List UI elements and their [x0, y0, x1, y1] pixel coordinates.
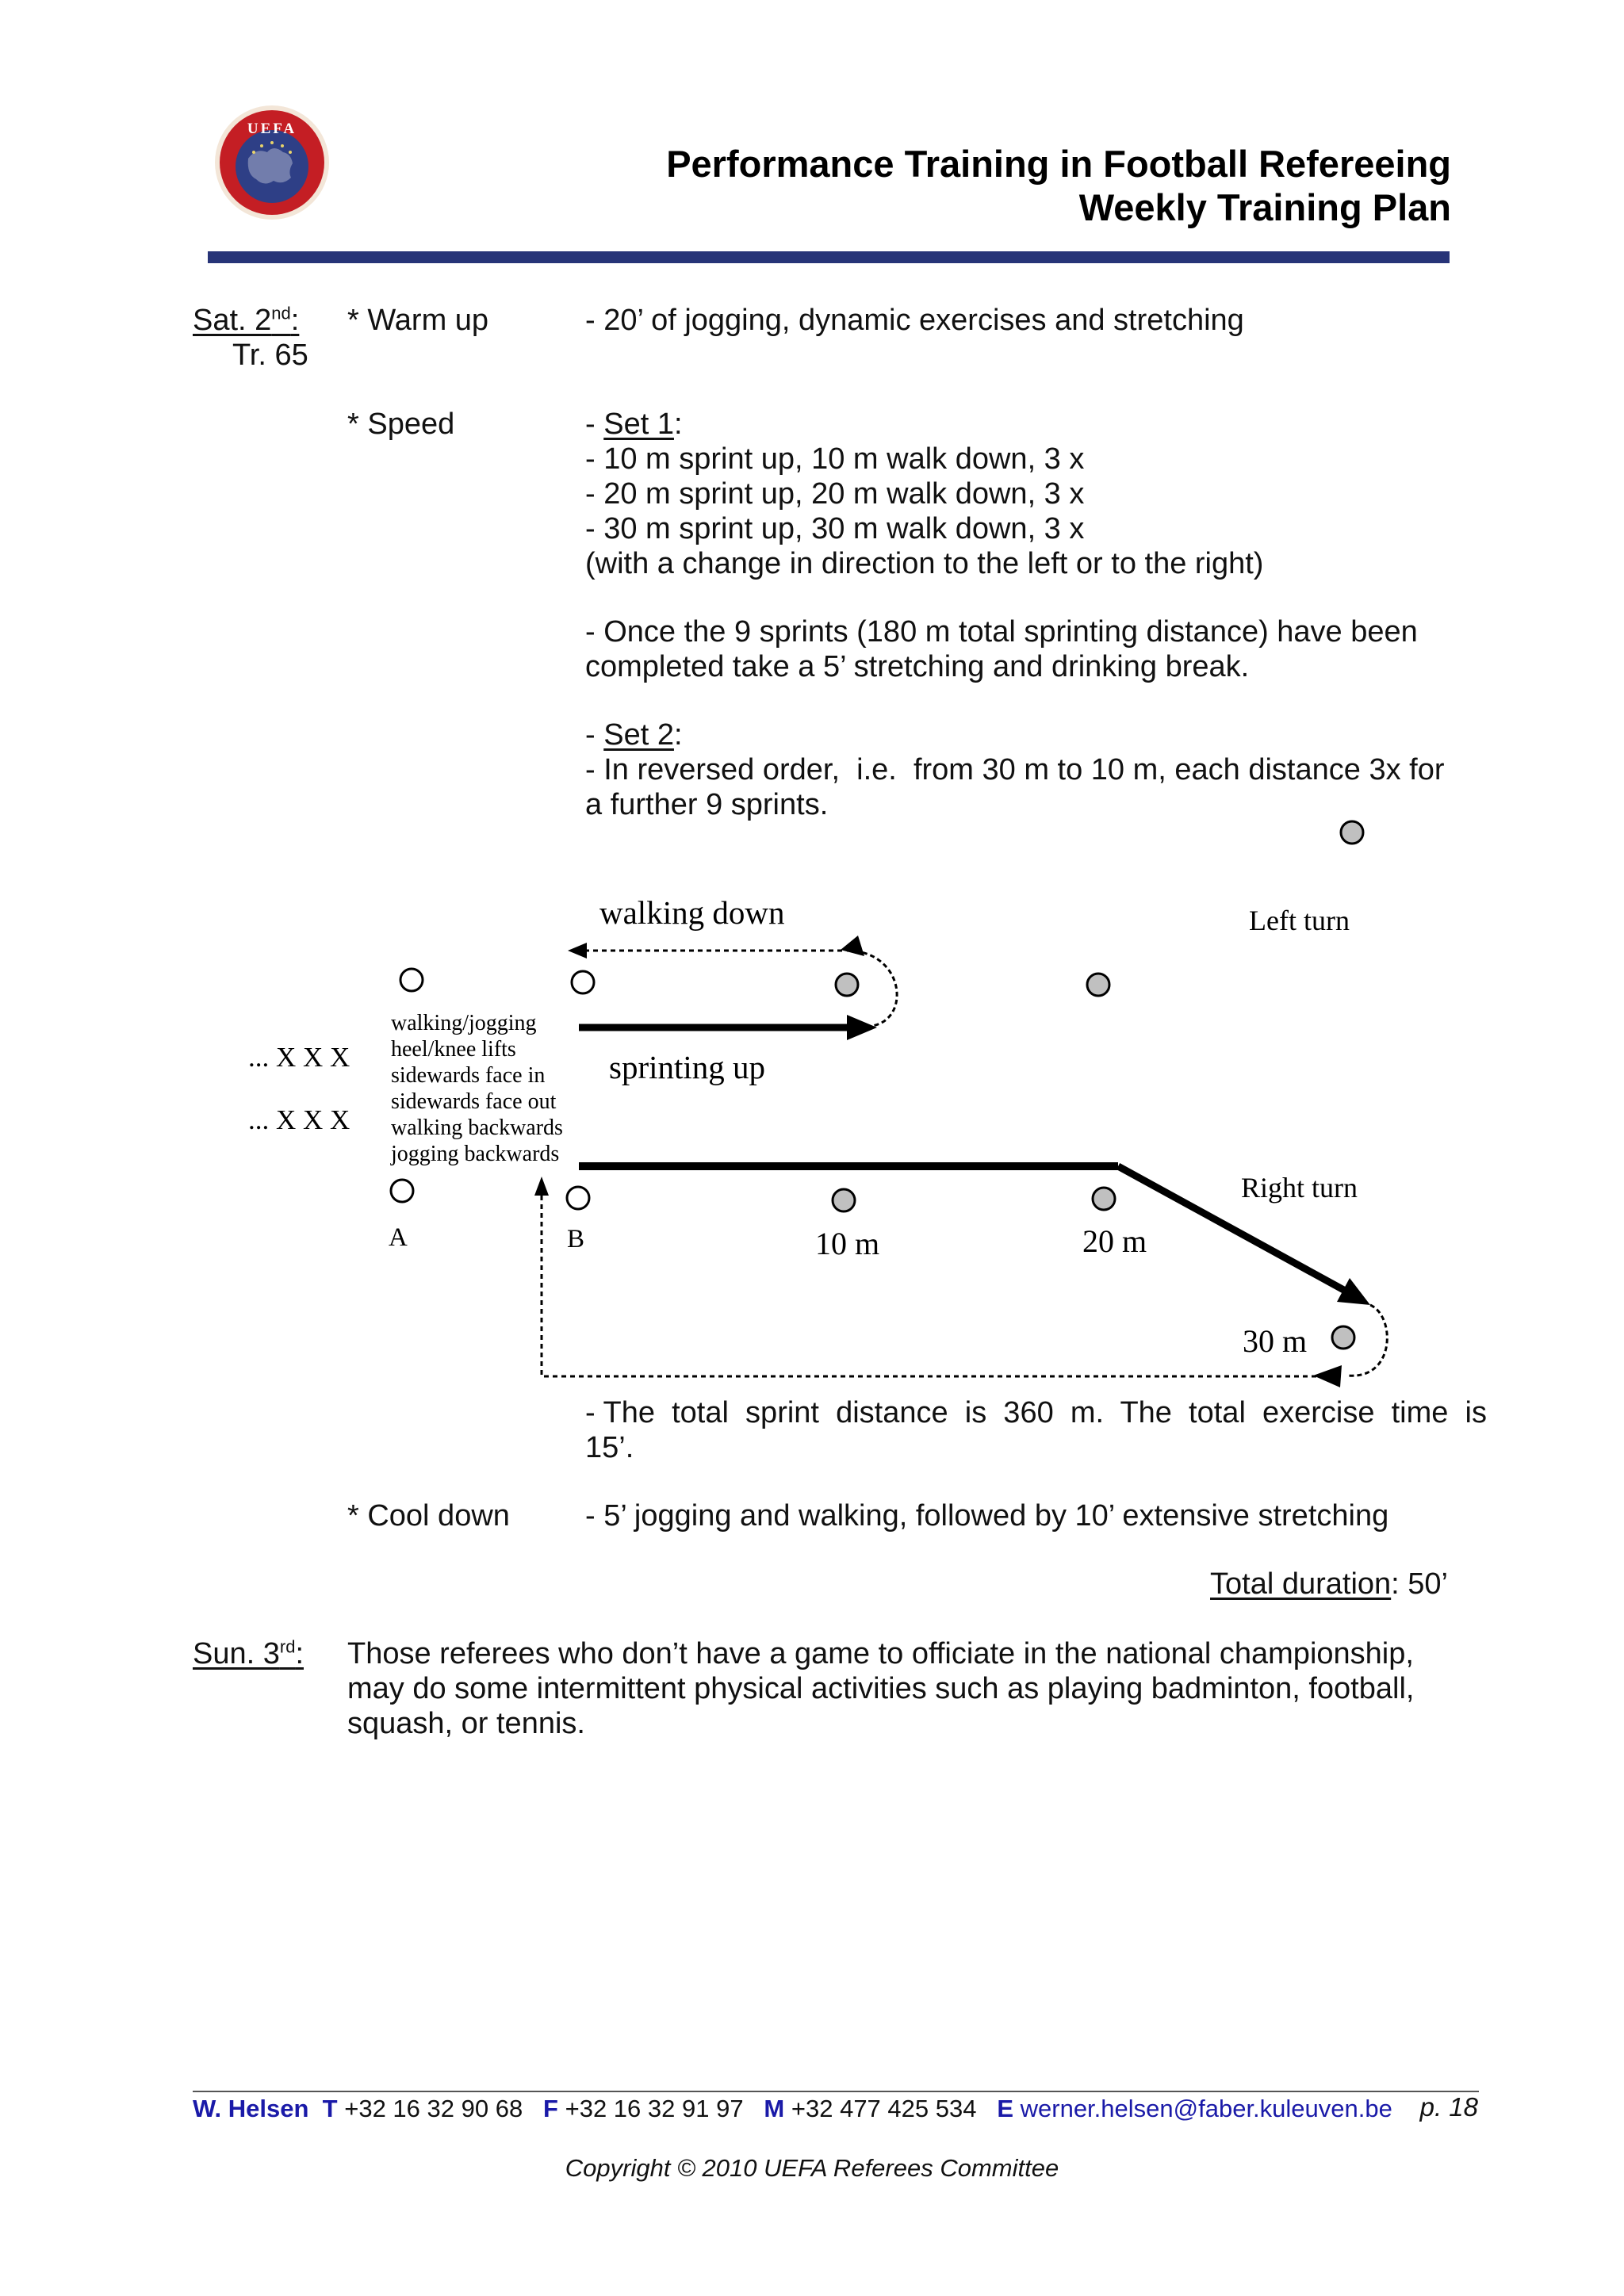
break-line-2: completed take a 5’ stretching and drinking break.: [585, 650, 1250, 683]
cone-top-20m: [1087, 974, 1109, 996]
set1-line-2: - 20 m sprint up, 20 m walk down, 3 x: [585, 477, 1085, 511]
set2-heading: - Set 2:: [585, 718, 683, 752]
total-distance-line-1: - The total sprint distance is 360 m. The total exercise time is: [585, 1396, 1487, 1429]
total-distance-line-2: 15’.: [585, 1431, 634, 1464]
label-20m: 20 m: [1082, 1223, 1147, 1259]
xxx-row-1: ... X X X: [248, 1042, 350, 1073]
activity-1: walking/jogging: [391, 1011, 537, 1035]
footer-mobile: +32 477 425 534: [791, 2095, 977, 2122]
activity-6: jogging backwards: [391, 1142, 560, 1166]
footer-phone: +32 16 32 90 68: [344, 2095, 523, 2122]
sat-session-number: Tr. 65: [232, 339, 308, 372]
return-path: [542, 1193, 1316, 1376]
set1-heading: - Set 1:: [585, 408, 683, 441]
cone-start-top-b: [572, 971, 594, 993]
activity-5: walking backwards: [391, 1115, 563, 1140]
page-number: p. 18: [1419, 2092, 1478, 2122]
footer-fax: +32 16 32 91 97: [565, 2095, 744, 2122]
walking-down-label: walking down: [599, 894, 785, 931]
activity-2: heel/knee lifts: [391, 1037, 516, 1062]
cone-10m: [833, 1189, 855, 1211]
set2-line-2: a further 9 sprints.: [585, 788, 829, 821]
warmup-label: * Warm up: [347, 304, 489, 337]
activity-4: sidewards face out: [391, 1089, 557, 1114]
footer-rule: [193, 2091, 1479, 2092]
cone-b: [567, 1187, 589, 1209]
right-turn-label: Right turn: [1241, 1172, 1358, 1203]
sun-text-line-3: squash, or tennis.: [347, 1707, 585, 1740]
break-line-1: - Once the 9 sprints (180 m total sprinting distance) have been: [585, 615, 1418, 649]
sun-day-label: Sun. 3rd:: [193, 1636, 304, 1670]
label-10m: 10 m: [815, 1226, 880, 1261]
label-b: B: [567, 1225, 585, 1253]
cone-30m: [1332, 1326, 1354, 1349]
set2-line-1: - In reversed order, i.e. from 30 m to 10 m, each distance 3x for: [585, 753, 1445, 786]
cooldown-label: * Cool down: [347, 1499, 510, 1533]
label-30m: 30 m: [1243, 1323, 1308, 1359]
footer-contact: W. Helsen T +32 16 32 90 68 F +32 16 32 91 97 M +32 477 425 534 E werner.helsen@faber.kuleuven.be: [193, 2095, 1392, 2122]
document-title-line2: Weekly Training Plan: [1078, 186, 1451, 228]
left-turn-label: Left turn: [1249, 905, 1350, 936]
cone-20m: [1093, 1188, 1115, 1210]
cone-top-10m: [836, 974, 858, 996]
footer-name: W. Helsen: [193, 2095, 309, 2122]
set1-line-4: (with a change in direction to the left or to the right): [585, 547, 1264, 580]
copyright: Copyright © 2010 UEFA Referees Committee: [565, 2154, 1059, 2182]
warmup-text: - 20’ of jogging, dynamic exercises and stretching: [585, 304, 1244, 337]
cone-a: [391, 1180, 413, 1202]
document-title-line1: Performance Training in Football Refereeing: [666, 143, 1451, 185]
label-a: A: [389, 1223, 408, 1252]
speed-label: * Speed: [347, 408, 455, 441]
cone-left-turn: [1341, 821, 1363, 844]
sprinting-up-label: sprinting up: [609, 1049, 766, 1085]
activity-3: sidewards face in: [391, 1063, 546, 1088]
uefa-logo-text: UEFA: [247, 121, 297, 137]
sun-text-line-2: may do some intermittent physical activities such as playing badminton, football,: [347, 1672, 1415, 1705]
sun-text-line-1: Those referees who don’t have a game to officiate in the national championship,: [347, 1637, 1414, 1670]
set1-line-3: - 30 m sprint up, 30 m walk down, 3 x: [585, 512, 1085, 545]
set1-line-1: - 10 m sprint up, 10 m walk down, 3 x: [585, 442, 1085, 476]
cone-start-top-a: [400, 969, 423, 991]
sat-day-label: Sat. 2nd:: [193, 303, 300, 337]
total-duration: Total duration: 50’: [1210, 1567, 1448, 1601]
xxx-row-2: ... X X X: [248, 1104, 350, 1135]
footer-email-link[interactable]: werner.helsen@faber.kuleuven.be: [1020, 2095, 1392, 2122]
cooldown-text: - 5’ jogging and walking, followed by 10’ extensive stretching: [585, 1499, 1389, 1533]
